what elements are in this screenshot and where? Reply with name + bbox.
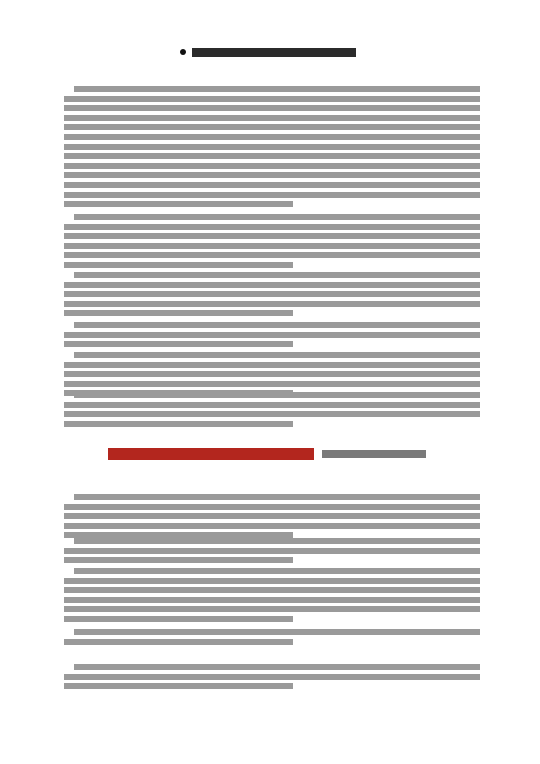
text-line-placeholder	[64, 606, 480, 612]
text-line-placeholder	[64, 144, 480, 150]
text-line-placeholder	[74, 664, 480, 670]
text-line-placeholder	[64, 172, 480, 178]
text-line-placeholder	[64, 523, 480, 529]
text-line-placeholder	[64, 616, 293, 622]
section-heading	[0, 446, 540, 462]
text-line-placeholder	[64, 192, 480, 198]
text-line-placeholder	[64, 262, 293, 268]
text-line-placeholder	[64, 683, 293, 689]
text-line-placeholder	[64, 371, 480, 377]
text-line-placeholder	[64, 153, 480, 159]
text-line-placeholder	[64, 548, 480, 554]
text-line-placeholder	[64, 362, 480, 368]
text-line-placeholder	[64, 291, 480, 297]
text-line-placeholder	[74, 352, 480, 358]
text-line-placeholder	[74, 214, 480, 220]
text-line-placeholder	[64, 252, 480, 258]
text-line-placeholder	[64, 243, 480, 249]
text-line-placeholder	[64, 597, 480, 603]
text-line-placeholder	[74, 494, 480, 500]
text-line-placeholder	[64, 381, 480, 387]
text-line-placeholder	[74, 272, 480, 278]
text-line-placeholder	[64, 411, 480, 417]
text-line-placeholder	[64, 332, 480, 338]
text-line-placeholder	[64, 639, 293, 645]
text-line-placeholder	[64, 282, 480, 288]
bullet-icon	[180, 49, 186, 55]
text-line-placeholder	[64, 163, 480, 169]
text-line-placeholder	[64, 233, 480, 239]
text-line-placeholder	[64, 134, 480, 140]
text-line-placeholder	[64, 557, 293, 563]
text-line-placeholder	[64, 341, 293, 347]
section-subheading-placeholder	[322, 450, 426, 458]
document-title	[0, 45, 540, 59]
text-line-placeholder	[64, 224, 480, 230]
text-line-placeholder	[64, 402, 480, 408]
text-line-placeholder	[64, 96, 480, 102]
text-line-placeholder	[64, 105, 480, 111]
text-line-placeholder	[64, 578, 480, 584]
text-line-placeholder	[64, 124, 480, 130]
text-line-placeholder	[74, 538, 480, 544]
text-line-placeholder	[64, 310, 293, 316]
text-line-placeholder	[64, 513, 480, 519]
text-line-placeholder	[74, 629, 480, 635]
text-line-placeholder	[64, 421, 293, 427]
title-text-placeholder	[192, 48, 356, 57]
text-line-placeholder	[64, 115, 480, 121]
text-line-placeholder	[74, 568, 480, 574]
text-line-placeholder	[64, 504, 480, 510]
text-line-placeholder	[64, 182, 480, 188]
text-line-placeholder	[74, 86, 480, 92]
text-line-placeholder	[64, 674, 480, 680]
text-line-placeholder	[74, 392, 480, 398]
text-line-placeholder	[64, 587, 480, 593]
text-line-placeholder	[64, 301, 480, 307]
text-line-placeholder	[64, 201, 293, 207]
text-line-placeholder	[74, 322, 480, 328]
section-heading-placeholder	[108, 448, 314, 460]
